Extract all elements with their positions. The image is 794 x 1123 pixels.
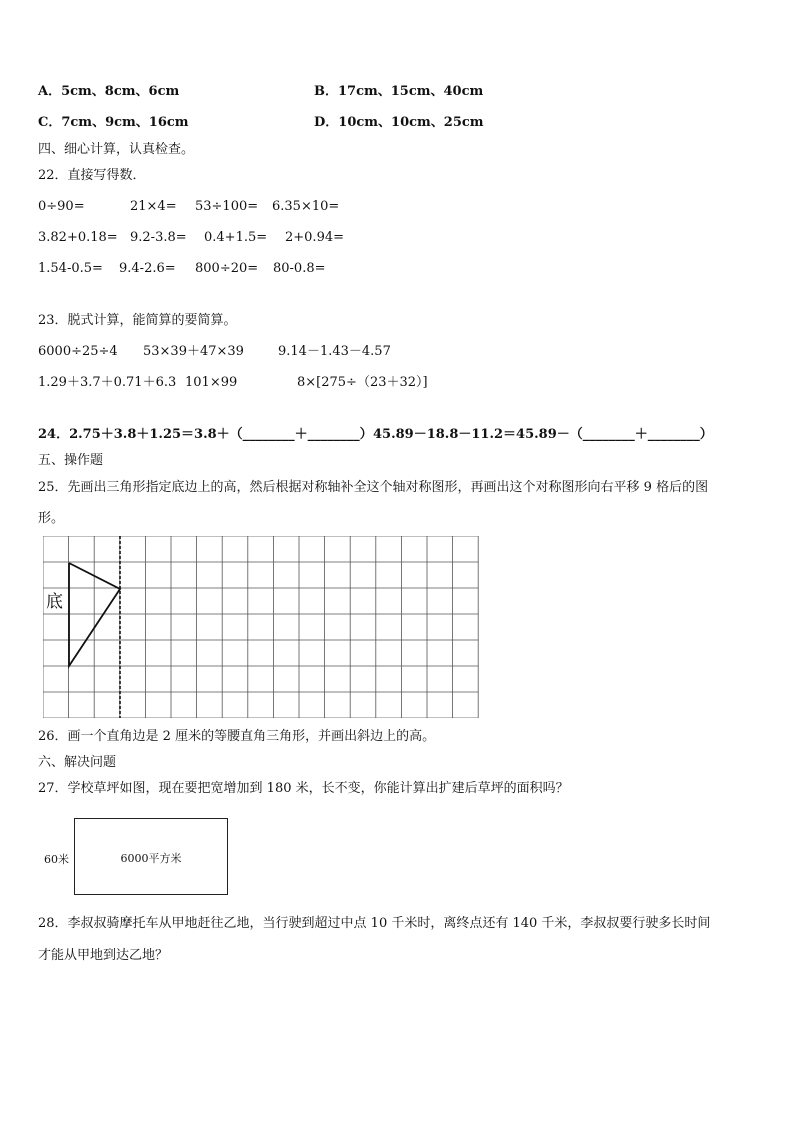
q23-item: 101×99 [185, 375, 238, 390]
q22-title: 22．直接写得数． [38, 168, 146, 183]
q23-item: 53×39＋47×39 [143, 344, 244, 359]
section-4-title: 四、细心计算，认真检查。 [38, 142, 195, 157]
q25-line2: 形。 [38, 511, 65, 526]
section-5-title: 五、操作题 [38, 453, 104, 468]
q22-item: 0.4+1.5= [204, 230, 268, 245]
q27-text: 27．学校草坪如图，现在要把宽增加到 180 米，长不变，你能计算出扩建后草坪的面积吗？ [38, 781, 569, 796]
q23-item: 1.29＋3.7＋0.71＋6.3 [38, 375, 177, 390]
q23-title: 23．脱式计算，能简算的要简算。 [38, 313, 237, 328]
q24-part1: 24．2.75＋3.8＋1.25＝3.8＋（________＋________） [38, 427, 373, 442]
q23-item: 9.14－1.43－4.57 [278, 344, 391, 359]
q26-text: 26．画一个直角边是 2 厘米的等腰直角三角形，并画出斜边上的高。 [38, 729, 436, 744]
q22-item: 1.54-0.5= [38, 261, 103, 276]
q22-item: 21×4= [130, 199, 177, 214]
q22-item: 6.35×10= [272, 199, 340, 214]
option-c: C．7cm、9cm、16cm [38, 115, 189, 130]
q22-item: 800÷20= [195, 261, 259, 276]
q22-item: 0÷90= [38, 199, 85, 214]
q22-item: 9.2-3.8= [130, 230, 187, 245]
q25-line1: 25．先画出三角形指定底边上的高，然后根据对称轴补全这个轴对称图形，再画出这个对称图形向右平移 9 格后的图 [38, 480, 709, 495]
option-d: D．10cm、10cm、25cm [314, 115, 484, 130]
grid-lines [43, 536, 478, 718]
q22-item: 2+0.94= [285, 230, 345, 245]
lawn-area-label: 6000平方米 [120, 852, 182, 865]
base-label: 底 [46, 592, 63, 612]
lawn-rectangle [74, 818, 228, 895]
q28-line2: 才能从甲地到达乙地？ [38, 948, 169, 963]
option-b: B．17cm、15cm、40cm [314, 84, 484, 99]
q22-item: 9.4-2.6= [119, 261, 176, 276]
q22-item: 80-0.8= [273, 261, 326, 276]
lawn-width-label: 60米 [44, 853, 69, 866]
q22-item: 3.82+0.18= [38, 230, 118, 245]
q23-item: 8×[275÷（23＋32）] [297, 375, 428, 390]
q23-item: 6000÷25÷4 [38, 344, 118, 359]
q22-item: 53÷100= [195, 199, 259, 214]
section-6-title: 六、解决问题 [38, 755, 117, 770]
q28-line1: 28．李叔叔骑摩托车从甲地赶往乙地，当行驶到超过中点 10 千米时，离终点还有 140 千米，李叔叔要行驶多长时间 [38, 916, 711, 931]
q24-part2: 45.89－18.8－11.2＝45.89－（________＋________） [373, 427, 713, 442]
q25-grid-figure [43, 536, 479, 718]
option-a: A．5cm、8cm、6cm [38, 84, 180, 99]
